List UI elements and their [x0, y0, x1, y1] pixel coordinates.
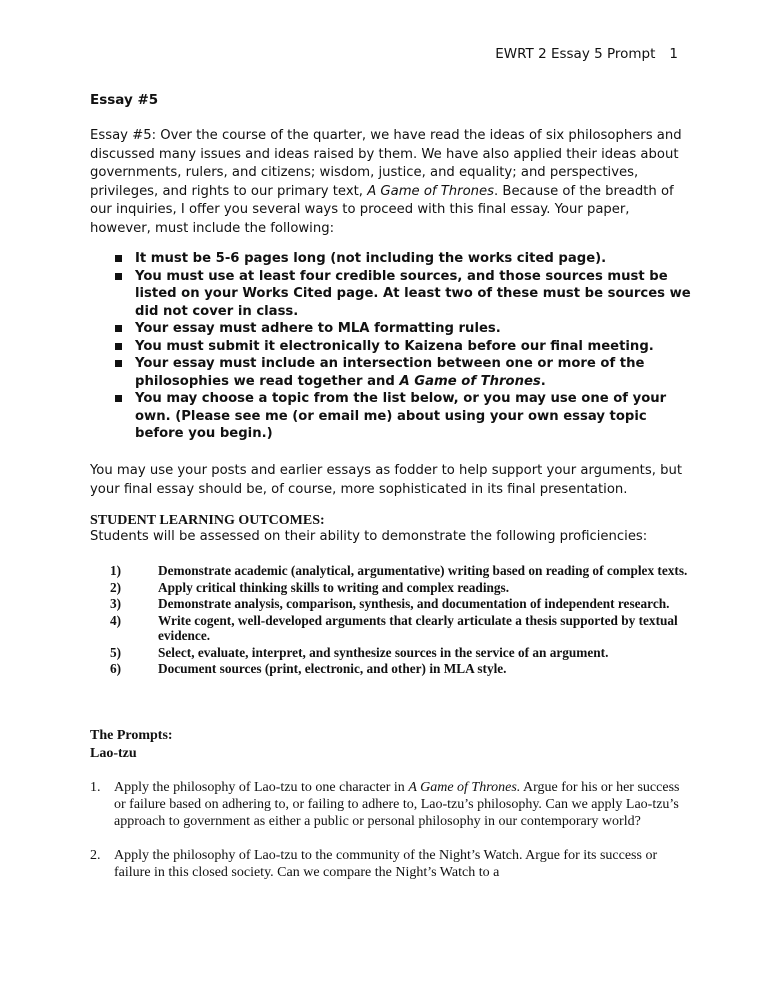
intro-book-title: A Game of Thrones [367, 183, 495, 199]
prompts-subheading: Lao-tzu [90, 746, 137, 761]
outcome-number: 3) [110, 596, 122, 611]
outcome-item [110, 563, 690, 579]
prompt-item [90, 847, 690, 881]
running-title: EWRT 2 Essay 5 Prompt [495, 46, 656, 62]
requirement-text: You must submit it electronically to Kaizena before our final meeting. [135, 338, 654, 354]
outcomes-list [110, 563, 690, 678]
outcome-number: 4) [110, 612, 122, 628]
outcome-text: Write cogent, well-developed arguments that clearly articulate a thesis supported by textual evidence. [158, 612, 678, 643]
prompts-heading-block [90, 727, 173, 763]
outcome-number: 2) [110, 579, 122, 595]
outcome-number: 5) [110, 644, 122, 660]
prompts-heading: The Prompts: [90, 728, 173, 743]
requirement-item [112, 320, 697, 338]
prompt-item [90, 779, 690, 830]
requirement-text: You must use at least four credible sources, and those sources must be listed on your Works Cited page. At least two of these must be sources we did not cover in class. [135, 268, 691, 319]
outcome-item [110, 580, 690, 596]
outcome-text: Demonstrate academic (analytical, argumentative) writing based on reading of complex texts. [158, 563, 688, 578]
prompt-text-end: Argue for his or her success or failure based on adhering to, or failing to adhere to, Lao-tzu’s philosophy. Can we apply Lao-tzu’s approach to government as either a public or personal philosophy in our contemporary world? [114, 780, 680, 829]
intro-text-end: . Because of the breadth of our inquiries, I offer you several ways to proceed with this final essay. Your paper, however, must include the following: [90, 183, 674, 236]
outcome-number: 6) [110, 661, 122, 676]
requirement-item [112, 390, 697, 443]
prompt-text [114, 779, 690, 830]
prompts-list [90, 779, 690, 898]
requirement-text: Your essay must adhere to MLA formatting rules. [135, 321, 501, 336]
requirement-text: Your essay must include an intersection between one or more of the philosophies we read together and [135, 356, 645, 389]
slo-heading: STUDENT LEARNING OUTCOMES: [90, 513, 325, 528]
outcome-text: Apply critical thinking skills to writing and complex readings. [158, 579, 510, 595]
requirements-list [112, 250, 697, 443]
requirement-text: You may choose a topic from the list below, or you may use one of your own. (Please see me (or email me) about using your own essay topic before you begin.) [135, 391, 667, 441]
requirement-item [112, 250, 697, 268]
outcome-item [110, 613, 690, 644]
outcome-text: Document sources (print, electronic, and other) in MLA style. [158, 661, 507, 676]
outcome-number: 1) [110, 563, 122, 578]
closing-paragraph: You may use your posts and earlier essays as fodder to help support your arguments, but your final essay should be, of course, more sophisticated in its final presentation. [90, 463, 683, 497]
outcome-text: Select, evaluate, interpret, and synthesize sources in the service of an argument. [158, 644, 609, 660]
running-header [495, 46, 678, 62]
page-number: 1 [669, 46, 678, 62]
prompt-text-start: Apply the philosophy of Lao-tzu to one character in [114, 780, 409, 795]
outcome-item [110, 596, 690, 612]
slo-intro: Students will be assessed on their ability to demonstrate the following proficiencies: [90, 529, 648, 544]
requirement-item [112, 268, 697, 321]
intro-paragraph [90, 127, 690, 238]
prompt-text [114, 847, 690, 881]
essay-title: Essay #5 [90, 92, 159, 108]
outcome-text: Demonstrate analysis, comparison, synthesis, and documentation of independent research. [158, 596, 670, 611]
prompt-text-start: Apply the philosophy of Lao-tzu to the community of the Night’s Watch. Argue for its success or failure in this closed society. Can we compare the Night’s Watch to a [114, 848, 658, 880]
requirement-text-end: . [540, 373, 546, 389]
requirement-item [112, 338, 697, 356]
prompt-book-title: A Game of Thrones. [408, 780, 521, 795]
prompt-number: 1. [90, 780, 101, 795]
requirement-item [112, 355, 697, 390]
prompt-number: 2. [90, 848, 101, 863]
requirement-book-title: A Game of Thrones [399, 373, 541, 389]
outcome-item [110, 661, 690, 677]
outcome-item [110, 645, 690, 661]
requirement-text: It must be 5-6 pages long (not including the works cited page). [135, 251, 607, 266]
intro-text: Essay #5: Over the course of the quarter, we have read the ideas of six philosophers and discussed many issues and ideas raised by them. We have also applied their ideas about governments, rulers, and citizens; wisdom, justice, and equality; and perspectives, privileges, and rights to our primary text, [90, 128, 682, 199]
